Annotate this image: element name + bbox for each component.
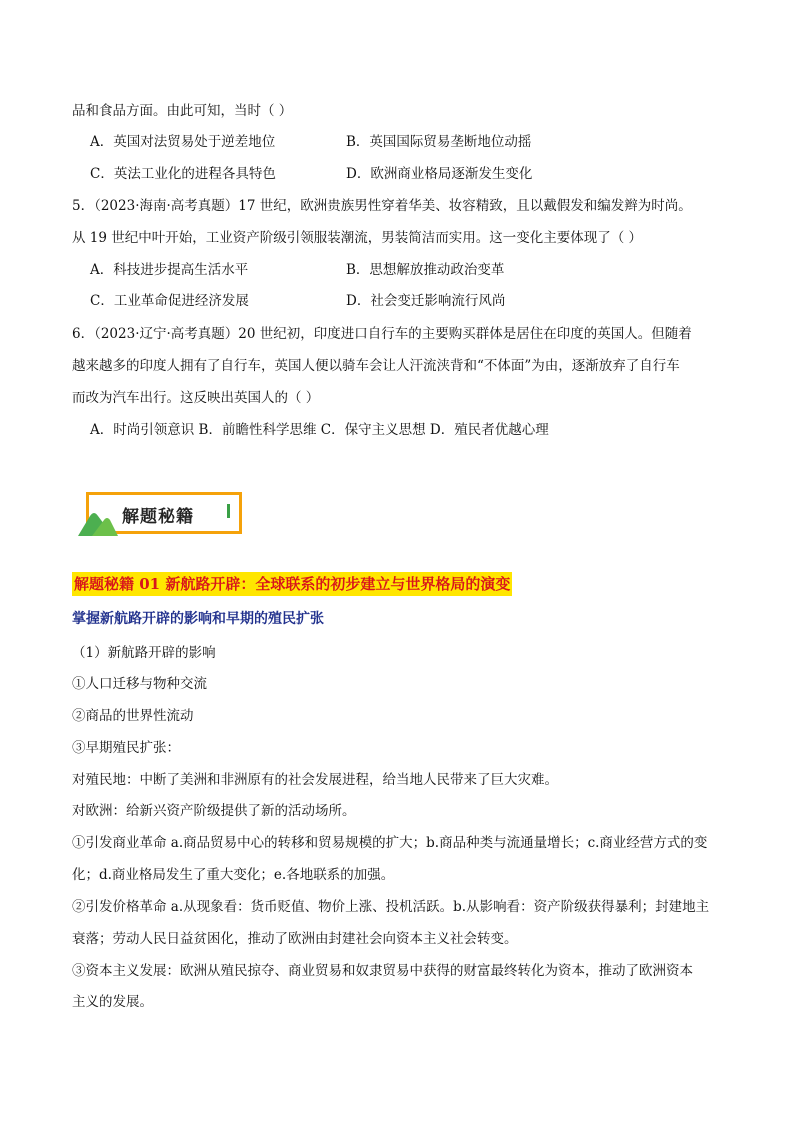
body-commercial-revolution-2: 化；d.商业格局发生了重大变化；e.各地联系的加强。 bbox=[72, 867, 395, 883]
body-point-3: ②商品的世界性流动 bbox=[72, 708, 194, 724]
hill-icon bbox=[78, 510, 118, 536]
body-point-4: ③早期殖民扩张： bbox=[72, 740, 180, 756]
section-badge bbox=[76, 488, 252, 540]
option-c: C．英法工业化的进程各具特色 bbox=[90, 166, 276, 182]
option-b: B．英国国际贸易垄断地位动摇 bbox=[346, 134, 532, 150]
question-stem-tail: 品和食品方面。由此可知，当时（ ） bbox=[72, 103, 293, 119]
badge-accent-bar bbox=[227, 504, 230, 518]
body-price-revolution-2: 衰落；劳动人民日益贫困化，推动了欧洲由封建社会向资本主义社会转变。 bbox=[72, 931, 518, 947]
q5-option-a: A．科技进步提高生活水平 bbox=[90, 262, 249, 278]
body-colony-impact: 对殖民地：中断了美洲和非洲原有的社会发展进程，给当地人民带来了巨大灾难。 bbox=[72, 772, 558, 788]
badge-label: 解题秘籍 bbox=[122, 507, 194, 527]
question-6-line-2: 越来越多的印度人拥有了自行车，英国人便以骑车会让人汗流浃背和“不体面”为由，逐渐放弃了自行车 bbox=[72, 358, 680, 374]
option-d: D．欧洲商业格局逐渐发生变化 bbox=[346, 166, 533, 182]
section-subtitle: 掌握新航路开辟的影响和早期的殖民扩张 bbox=[72, 611, 324, 627]
option-a: A．英国对法贸易处于逆差地位 bbox=[90, 134, 276, 150]
question-6-line-1: 6．（2023·辽宁·高考真题）20 世纪初，印度进口自行车的主要购买群体是居住在印度的英国人。但随着 bbox=[72, 326, 692, 342]
body-europe-impact: 对欧洲：给新兴资产阶级提供了新的活动场所。 bbox=[72, 803, 356, 819]
body-point-2: ①人口迁移与物种交流 bbox=[72, 676, 207, 692]
q6-options: A．时尚引领意识 B．前瞻性科学思维 C．保守主义思想 D．殖民者优越心理 bbox=[90, 422, 549, 438]
question-6-line-3: 而改为汽车出行。这反映出英国人的（ ） bbox=[72, 390, 320, 406]
question-5-line-1: 5．（2023·海南·高考真题）17 世纪，欧洲贵族男性穿着华美、妆容精致，且以戴假发和编发辫为时尚。 bbox=[72, 198, 692, 214]
q5-option-b: B．思想解放推动政治变革 bbox=[346, 262, 505, 278]
body-capitalism-1: ③资本主义发展：欧洲从殖民掠夺、商业贸易和奴隶贸易中获得的财富最终转化为资本，推动了欧洲资本 bbox=[72, 963, 693, 979]
question-5-line-2: 从 19 世纪中叶开始，工业资产阶级引领服装潮流，男装简洁而实用。这一变化主要体现了（ ） bbox=[72, 230, 643, 246]
q5-option-c: C．工业革命促进经济发展 bbox=[90, 293, 249, 309]
section-title: 解题秘籍 01 新航路开辟：全球联系的初步建立与世界格局的演变 bbox=[72, 572, 512, 596]
body-price-revolution-1: ②引发价格革命 a.从现象看：货币贬值、物价上涨、投机活跃。b.从影响看：资产阶级获得暴利；封建地主 bbox=[72, 899, 710, 915]
q5-option-d: D．社会变迁影响流行风尚 bbox=[346, 293, 506, 309]
body-commercial-revolution-1: ①引发商业革命 a.商品贸易中心的转移和贸易规模的扩大；b.商品种类与流通量增长；c.商业经营方式的变 bbox=[72, 835, 708, 851]
body-capitalism-2: 主义的发展。 bbox=[72, 994, 153, 1010]
body-point-1: （1）新航路开辟的影响 bbox=[72, 645, 216, 661]
